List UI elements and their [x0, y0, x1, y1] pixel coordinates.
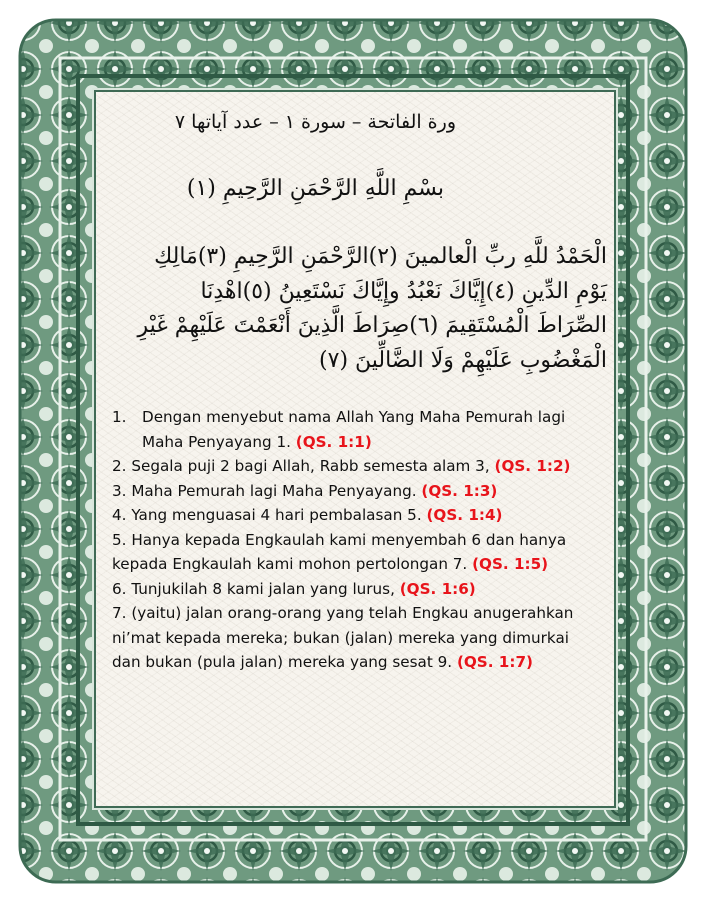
- arabic-line: يَوْمِ الدِّينِ (٤)إِيَّاكَ نَعْبُدُ وإِيَّاكَ نَسْتَعِينُ (٥)اهْدِنَا: [200, 278, 607, 304]
- translation-item: [112, 405, 602, 454]
- verse-reference: (QS. 1:7): [456, 653, 533, 671]
- translation-text: (yaitu) jalan orang-orang yang telah Engkau anugerahkan ni’mat kepada mereka; bukan (jalan) mereka yang dimurkai dan bukan (pula jalan) mereka yang sesat 9.: [112, 604, 574, 671]
- translation-text: Maha Pemurah lagi Maha Penyayang.: [131, 481, 422, 500]
- verse-reference: (QS. 1:5): [472, 555, 549, 573]
- verse-reference: (QS. 1:6): [399, 579, 476, 598]
- verse-reference: (QS. 1:2): [494, 457, 571, 475]
- arabic-line: الْمَغْضُوبِ عَلَيْهِمْ وَلَا الضَّالِّينَ (٧): [319, 347, 607, 373]
- translation-text: Hanya kepada Engkaulah kami menyembah 6 dan hanya kepada Engkaulah kami mohon pertolongan 7.: [112, 530, 567, 573]
- translation-text: Dengan menyebut nama Allah Yang Maha Pemurah lagi Maha Penyayang 1.: [142, 408, 566, 451]
- item-number: 5.: [112, 530, 127, 549]
- arabic-line: الصِّرَاطَ الْمُسْتَقِيمَ (٦)صِرَاطَ الَّذِينَ أَنْعَمْتَ عَلَيْهِمْ غَيْرِ: [137, 313, 607, 338]
- translation-list: [112, 405, 602, 675]
- translation-item: [112, 577, 602, 602]
- translation-item: [112, 503, 602, 528]
- surah-header: ورة الفاتحة – سورة ١ – عدد آياتها ٧: [174, 111, 456, 133]
- basmala-verse: بسْمِ اللَّهِ الرَّحْمَنِ الرَّحِيمِ (١): [186, 176, 444, 201]
- translation-text: Segala puji 2 bagi Allah, Rabb semesta alam 3,: [131, 457, 495, 475]
- translation-item: [112, 479, 602, 504]
- verse-reference: (QS. 1:4): [426, 506, 503, 524]
- item-number: 4.: [112, 506, 127, 524]
- item-number: 2.: [112, 457, 127, 475]
- translation-text: Tunjukilah 8 kami jalan yang lurus,: [131, 579, 400, 598]
- item-number: 1.: [112, 408, 127, 426]
- verse-reference: (QS. 1:1): [295, 432, 372, 451]
- translation-item: [112, 528, 602, 577]
- item-number: 3.: [112, 481, 127, 500]
- translation-item: [112, 454, 602, 479]
- item-number: 7.: [112, 604, 127, 622]
- item-number: 6.: [112, 579, 127, 598]
- verse-reference: (QS. 1:3): [421, 481, 498, 500]
- translation-text: Yang menguasai 4 hari pembalasan 5.: [131, 506, 427, 524]
- arabic-verses: [138, 240, 607, 378]
- translation-item: [112, 601, 602, 675]
- arabic-line: الْحَمْدُ للَّهِ ربِّ الْعالمينَ (٢)الرَّحْمَنِ الرَّحِيمِ (٣)مَالِكِ: [154, 244, 607, 269]
